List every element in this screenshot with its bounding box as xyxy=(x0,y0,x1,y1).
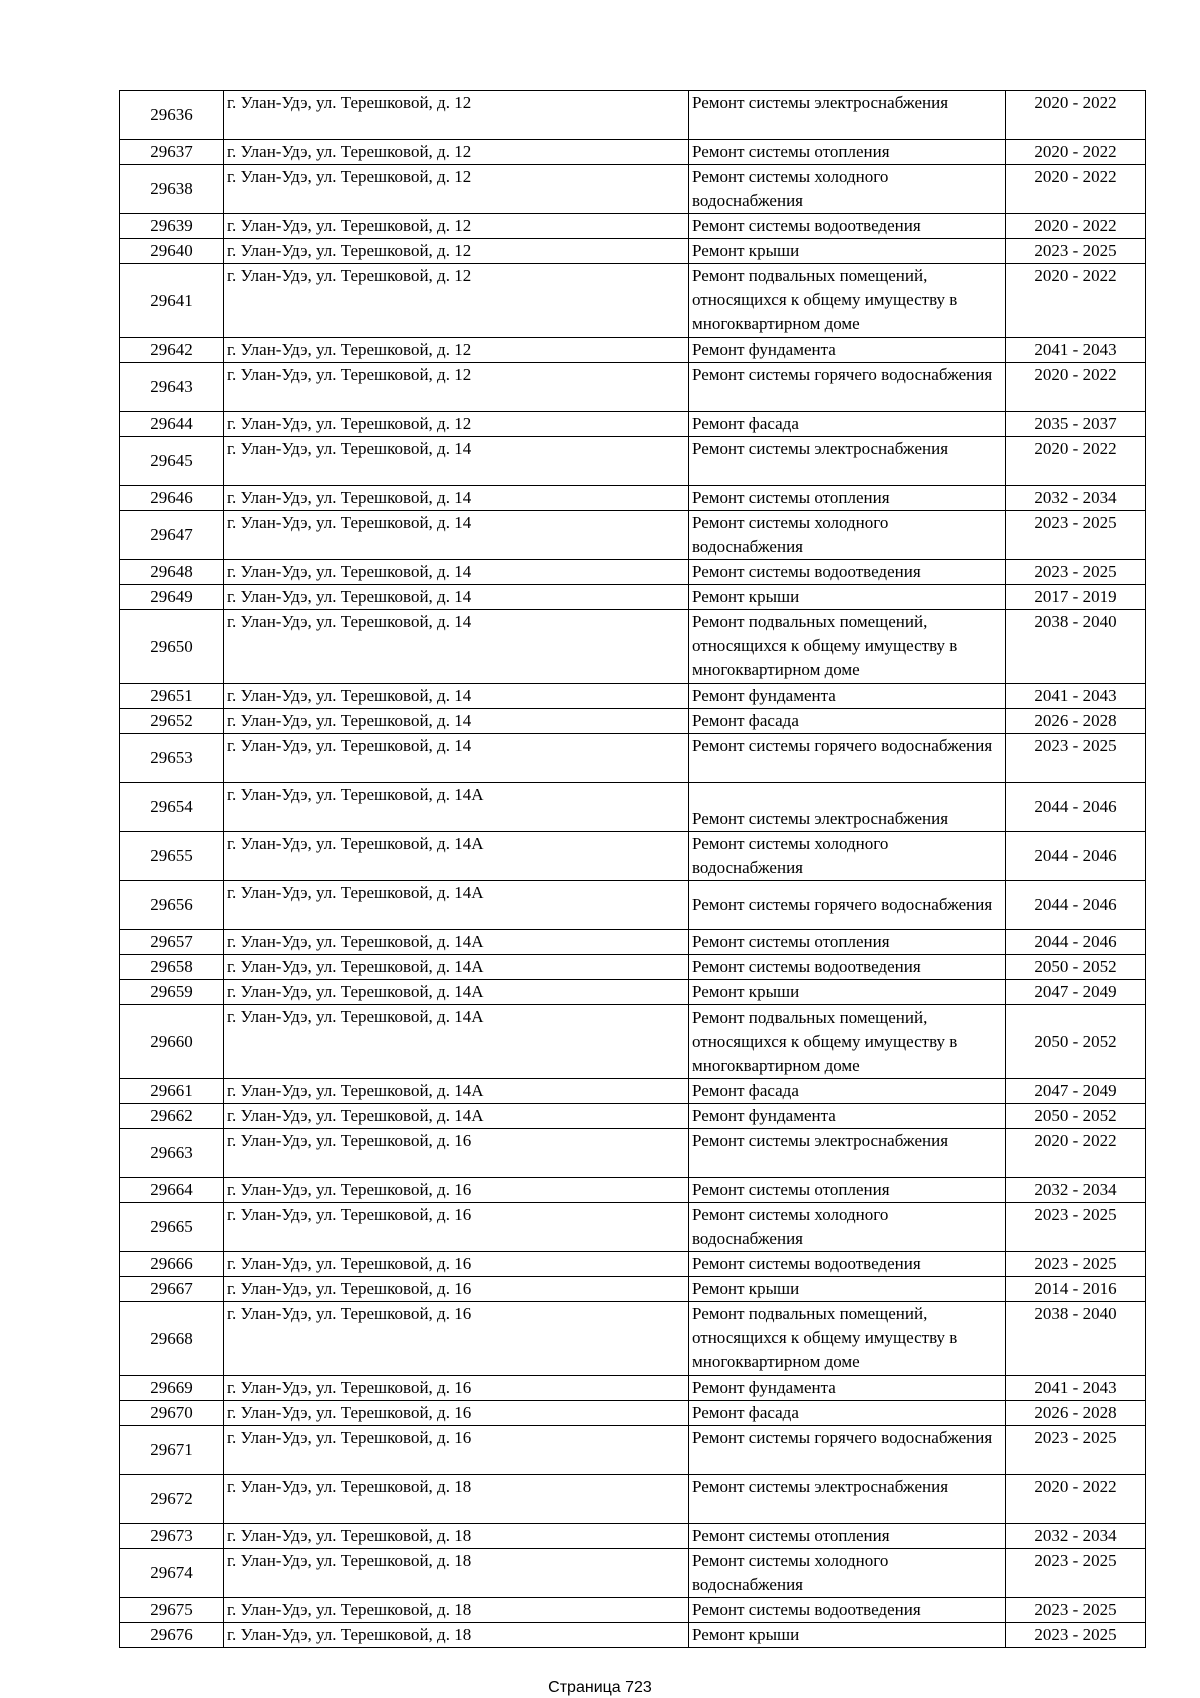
row-number-cell: 29666 xyxy=(120,1252,224,1277)
work-type-cell: Ремонт фундамента xyxy=(689,1104,1006,1129)
work-type-cell: Ремонт системы холодного водоснабжения xyxy=(689,1203,1006,1252)
address-cell: г. Улан-Удэ, ул. Терешковой, д. 14А xyxy=(224,832,689,881)
table-row xyxy=(120,338,1146,363)
period-cell: 2017 - 2019 xyxy=(1006,585,1146,610)
table-row xyxy=(120,1598,1146,1623)
table-row xyxy=(120,930,1146,955)
row-number-cell: 29636 xyxy=(120,91,224,140)
row-number-cell: 29642 xyxy=(120,338,224,363)
period-cell: 2023 - 2025 xyxy=(1006,560,1146,585)
table-row xyxy=(120,709,1146,734)
row-number-cell: 29665 xyxy=(120,1203,224,1252)
address-cell: г. Улан-Удэ, ул. Терешковой, д. 14А xyxy=(224,955,689,980)
address-cell: г. Улан-Удэ, ул. Терешковой, д. 14 xyxy=(224,511,689,560)
period-cell: 2026 - 2028 xyxy=(1006,1401,1146,1426)
row-number-cell: 29673 xyxy=(120,1524,224,1549)
work-type-cell: Ремонт системы отопления xyxy=(689,486,1006,511)
address-cell: г. Улан-Удэ, ул. Терешковой, д. 12 xyxy=(224,363,689,412)
period-cell: 2050 - 2052 xyxy=(1006,955,1146,980)
table-row xyxy=(120,1178,1146,1203)
period-cell: 2020 - 2022 xyxy=(1006,91,1146,140)
period-cell: 2023 - 2025 xyxy=(1006,734,1146,783)
work-type-cell: Ремонт системы водоотведения xyxy=(689,1598,1006,1623)
table-row xyxy=(120,585,1146,610)
row-number-cell: 29654 xyxy=(120,783,224,832)
address-cell: г. Улан-Удэ, ул. Терешковой, д. 14 xyxy=(224,585,689,610)
work-type-cell: Ремонт системы холодного водоснабжения xyxy=(689,165,1006,214)
period-cell: 2041 - 2043 xyxy=(1006,684,1146,709)
row-number-cell: 29651 xyxy=(120,684,224,709)
table-row xyxy=(120,486,1146,511)
period-cell: 2044 - 2046 xyxy=(1006,783,1146,832)
work-type-cell: Ремонт системы водоотведения xyxy=(689,1252,1006,1277)
period-cell: 2023 - 2025 xyxy=(1006,1426,1146,1475)
address-cell: г. Улан-Удэ, ул. Терешковой, д. 14А xyxy=(224,881,689,930)
row-number-cell: 29671 xyxy=(120,1426,224,1475)
address-cell: г. Улан-Удэ, ул. Терешковой, д. 14 xyxy=(224,437,689,486)
work-type-cell: Ремонт системы отопления xyxy=(689,140,1006,165)
address-cell: г. Улан-Удэ, ул. Терешковой, д. 14 xyxy=(224,709,689,734)
work-type-cell: Ремонт крыши xyxy=(689,239,1006,264)
address-cell: г. Улан-Удэ, ул. Терешковой, д. 12 xyxy=(224,264,689,338)
address-cell: г. Улан-Удэ, ул. Терешковой, д. 12 xyxy=(224,214,689,239)
address-cell: г. Улан-Удэ, ул. Терешковой, д. 14 xyxy=(224,486,689,511)
period-cell: 2038 - 2040 xyxy=(1006,1302,1146,1376)
row-number-cell: 29638 xyxy=(120,165,224,214)
row-number-cell: 29657 xyxy=(120,930,224,955)
address-cell: г. Улан-Удэ, ул. Терешковой, д. 14А xyxy=(224,783,689,832)
row-number-cell: 29649 xyxy=(120,585,224,610)
row-number-cell: 29670 xyxy=(120,1401,224,1426)
work-type-cell: Ремонт фасада xyxy=(689,1079,1006,1104)
period-cell: 2023 - 2025 xyxy=(1006,239,1146,264)
period-cell: 2038 - 2040 xyxy=(1006,610,1146,684)
work-type-cell: Ремонт системы электроснабжения xyxy=(689,437,1006,486)
work-type-cell: Ремонт крыши xyxy=(689,1277,1006,1302)
period-cell: 2032 - 2034 xyxy=(1006,1178,1146,1203)
period-cell: 2014 - 2016 xyxy=(1006,1277,1146,1302)
address-cell: г. Улан-Удэ, ул. Терешковой, д. 14А xyxy=(224,930,689,955)
work-type-cell: Ремонт системы электроснабжения xyxy=(689,783,1006,832)
row-number-cell: 29655 xyxy=(120,832,224,881)
address-cell: г. Улан-Удэ, ул. Терешковой, д. 12 xyxy=(224,140,689,165)
period-cell: 2023 - 2025 xyxy=(1006,1203,1146,1252)
period-cell: 2047 - 2049 xyxy=(1006,980,1146,1005)
work-type-cell: Ремонт фасада xyxy=(689,1401,1006,1426)
row-number-cell: 29663 xyxy=(120,1129,224,1178)
address-cell: г. Улан-Удэ, ул. Терешковой, д. 18 xyxy=(224,1623,689,1648)
period-cell: 2023 - 2025 xyxy=(1006,1549,1146,1598)
period-cell: 2044 - 2046 xyxy=(1006,930,1146,955)
work-type-cell: Ремонт подвальных помещений, относящихся к общему имуществу в многоквартирном доме xyxy=(689,1302,1006,1376)
address-cell: г. Улан-Удэ, ул. Терешковой, д. 16 xyxy=(224,1129,689,1178)
address-cell: г. Улан-Удэ, ул. Терешковой, д. 12 xyxy=(224,338,689,363)
table-row xyxy=(120,1079,1146,1104)
period-cell: 2044 - 2046 xyxy=(1006,881,1146,930)
table-row xyxy=(120,91,1146,140)
table-row xyxy=(120,214,1146,239)
row-number-cell: 29658 xyxy=(120,955,224,980)
address-cell: г. Улан-Удэ, ул. Терешковой, д. 12 xyxy=(224,412,689,437)
row-number-cell: 29662 xyxy=(120,1104,224,1129)
address-cell: г. Улан-Удэ, ул. Терешковой, д. 14А xyxy=(224,980,689,1005)
row-number-cell: 29667 xyxy=(120,1277,224,1302)
work-type-cell: Ремонт системы холодного водоснабжения xyxy=(689,1549,1006,1598)
row-number-cell: 29672 xyxy=(120,1475,224,1524)
period-cell: 2020 - 2022 xyxy=(1006,1475,1146,1524)
address-cell: г. Улан-Удэ, ул. Терешковой, д. 16 xyxy=(224,1252,689,1277)
row-number-cell: 29668 xyxy=(120,1302,224,1376)
period-cell: 2020 - 2022 xyxy=(1006,165,1146,214)
address-cell: г. Улан-Удэ, ул. Терешковой, д. 14А xyxy=(224,1104,689,1129)
address-cell: г. Улан-Удэ, ул. Терешковой, д. 12 xyxy=(224,165,689,214)
address-cell: г. Улан-Удэ, ул. Терешковой, д. 14А xyxy=(224,1005,689,1079)
table-row xyxy=(120,1277,1146,1302)
table-row xyxy=(120,1623,1146,1648)
table-row xyxy=(120,140,1146,165)
period-cell: 2023 - 2025 xyxy=(1006,1623,1146,1648)
table-row xyxy=(120,1475,1146,1524)
work-type-cell: Ремонт крыши xyxy=(689,585,1006,610)
address-cell: г. Улан-Удэ, ул. Терешковой, д. 14 xyxy=(224,560,689,585)
work-type-cell: Ремонт системы горячего водоснабжения xyxy=(689,734,1006,783)
table-row xyxy=(120,1549,1146,1598)
address-cell: г. Улан-Удэ, ул. Терешковой, д. 14 xyxy=(224,684,689,709)
table-row xyxy=(120,1129,1146,1178)
period-cell: 2050 - 2052 xyxy=(1006,1104,1146,1129)
work-type-cell: Ремонт системы водоотведения xyxy=(689,560,1006,585)
work-type-cell: Ремонт крыши xyxy=(689,980,1006,1005)
period-cell: 2023 - 2025 xyxy=(1006,1252,1146,1277)
work-type-cell: Ремонт фасада xyxy=(689,709,1006,734)
table-row xyxy=(120,684,1146,709)
row-number-cell: 29652 xyxy=(120,709,224,734)
table-row xyxy=(120,955,1146,980)
work-type-cell: Ремонт системы холодного водоснабжения xyxy=(689,832,1006,881)
table-row xyxy=(120,560,1146,585)
row-number-cell: 29644 xyxy=(120,412,224,437)
address-cell: г. Улан-Удэ, ул. Терешковой, д. 16 xyxy=(224,1203,689,1252)
row-number-cell: 29650 xyxy=(120,610,224,684)
row-number-cell: 29674 xyxy=(120,1549,224,1598)
row-number-cell: 29664 xyxy=(120,1178,224,1203)
work-type-cell: Ремонт системы электроснабжения xyxy=(689,91,1006,140)
row-number-cell: 29637 xyxy=(120,140,224,165)
table-row xyxy=(120,832,1146,881)
period-cell: 2023 - 2025 xyxy=(1006,511,1146,560)
work-type-cell: Ремонт системы водоотведения xyxy=(689,955,1006,980)
address-cell: г. Улан-Удэ, ул. Терешковой, д. 16 xyxy=(224,1376,689,1401)
period-cell: 2020 - 2022 xyxy=(1006,264,1146,338)
work-type-cell: Ремонт подвальных помещений, относящихся к общему имуществу в многоквартирном доме xyxy=(689,1005,1006,1079)
address-cell: г. Улан-Удэ, ул. Терешковой, д. 16 xyxy=(224,1277,689,1302)
address-cell: г. Улан-Удэ, ул. Терешковой, д. 12 xyxy=(224,239,689,264)
table-row xyxy=(120,1376,1146,1401)
period-cell: 2020 - 2022 xyxy=(1006,140,1146,165)
table-row xyxy=(120,610,1146,684)
period-cell: 2020 - 2022 xyxy=(1006,363,1146,412)
table-row xyxy=(120,1426,1146,1475)
work-type-cell: Ремонт фундамента xyxy=(689,1376,1006,1401)
row-number-cell: 29669 xyxy=(120,1376,224,1401)
row-number-cell: 29641 xyxy=(120,264,224,338)
period-cell: 2026 - 2028 xyxy=(1006,709,1146,734)
address-cell: г. Улан-Удэ, ул. Терешковой, д. 12 xyxy=(224,91,689,140)
capital-repair-table xyxy=(119,90,1146,1648)
row-number-cell: 29661 xyxy=(120,1079,224,1104)
address-cell: г. Улан-Удэ, ул. Терешковой, д. 16 xyxy=(224,1401,689,1426)
address-cell: г. Улан-Удэ, ул. Терешковой, д. 14 xyxy=(224,734,689,783)
period-cell: 2032 - 2034 xyxy=(1006,486,1146,511)
address-cell: г. Улан-Удэ, ул. Терешковой, д. 18 xyxy=(224,1598,689,1623)
table-row xyxy=(120,1252,1146,1277)
row-number-cell: 29639 xyxy=(120,214,224,239)
work-type-cell: Ремонт фасада xyxy=(689,412,1006,437)
period-cell: 2023 - 2025 xyxy=(1006,1598,1146,1623)
work-type-cell: Ремонт системы электроснабжения xyxy=(689,1475,1006,1524)
table-row xyxy=(120,412,1146,437)
table-row xyxy=(120,734,1146,783)
row-number-cell: 29646 xyxy=(120,486,224,511)
table-row xyxy=(120,783,1146,832)
table-row xyxy=(120,437,1146,486)
row-number-cell: 29659 xyxy=(120,980,224,1005)
work-type-cell: Ремонт системы отопления xyxy=(689,1178,1006,1203)
work-type-cell: Ремонт системы горячего водоснабжения xyxy=(689,363,1006,412)
table-body xyxy=(120,91,1146,1648)
address-cell: г. Улан-Удэ, ул. Терешковой, д. 16 xyxy=(224,1178,689,1203)
row-number-cell: 29653 xyxy=(120,734,224,783)
table-row xyxy=(120,1203,1146,1252)
row-number-cell: 29648 xyxy=(120,560,224,585)
period-cell: 2035 - 2037 xyxy=(1006,412,1146,437)
table-row xyxy=(120,511,1146,560)
address-cell: г. Улан-Удэ, ул. Терешковой, д. 16 xyxy=(224,1302,689,1376)
work-type-cell: Ремонт системы горячего водоснабжения xyxy=(689,1426,1006,1475)
work-type-cell: Ремонт крыши xyxy=(689,1623,1006,1648)
work-type-cell: Ремонт системы холодного водоснабжения xyxy=(689,511,1006,560)
works-table-container xyxy=(119,90,1145,1648)
work-type-cell: Ремонт фундамента xyxy=(689,338,1006,363)
work-type-cell: Ремонт системы электроснабжения xyxy=(689,1129,1006,1178)
period-cell: 2020 - 2022 xyxy=(1006,437,1146,486)
address-cell: г. Улан-Удэ, ул. Терешковой, д. 16 xyxy=(224,1426,689,1475)
row-number-cell: 29676 xyxy=(120,1623,224,1648)
row-number-cell: 29675 xyxy=(120,1598,224,1623)
period-cell: 2020 - 2022 xyxy=(1006,1129,1146,1178)
address-cell: г. Улан-Удэ, ул. Терешковой, д. 14 xyxy=(224,610,689,684)
work-type-cell: Ремонт системы отопления xyxy=(689,1524,1006,1549)
work-type-cell: Ремонт системы водоотведения xyxy=(689,214,1006,239)
address-cell: г. Улан-Удэ, ул. Терешковой, д. 18 xyxy=(224,1549,689,1598)
table-row xyxy=(120,881,1146,930)
row-number-cell: 29645 xyxy=(120,437,224,486)
period-cell: 2041 - 2043 xyxy=(1006,1376,1146,1401)
table-row xyxy=(120,165,1146,214)
work-type-cell: Ремонт системы отопления xyxy=(689,930,1006,955)
row-number-cell: 29647 xyxy=(120,511,224,560)
period-cell: 2050 - 2052 xyxy=(1006,1005,1146,1079)
row-number-cell: 29660 xyxy=(120,1005,224,1079)
work-type-cell: Ремонт подвальных помещений, относящихся к общему имуществу в многоквартирном доме xyxy=(689,610,1006,684)
period-cell: 2047 - 2049 xyxy=(1006,1079,1146,1104)
row-number-cell: 29656 xyxy=(120,881,224,930)
table-row xyxy=(120,980,1146,1005)
table-row xyxy=(120,1401,1146,1426)
period-cell: 2032 - 2034 xyxy=(1006,1524,1146,1549)
table-row xyxy=(120,1104,1146,1129)
period-cell: 2020 - 2022 xyxy=(1006,214,1146,239)
address-cell: г. Улан-Удэ, ул. Терешковой, д. 18 xyxy=(224,1524,689,1549)
table-row xyxy=(120,264,1146,338)
row-number-cell: 29643 xyxy=(120,363,224,412)
table-row xyxy=(120,239,1146,264)
work-type-cell: Ремонт системы горячего водоснабжения xyxy=(689,881,1006,930)
table-row xyxy=(120,1524,1146,1549)
period-cell: 2044 - 2046 xyxy=(1006,832,1146,881)
table-row xyxy=(120,1302,1146,1376)
address-cell: г. Улан-Удэ, ул. Терешковой, д. 18 xyxy=(224,1475,689,1524)
address-cell: г. Улан-Удэ, ул. Терешковой, д. 14А xyxy=(224,1079,689,1104)
work-type-cell: Ремонт подвальных помещений, относящихся к общему имуществу в многоквартирном доме xyxy=(689,264,1006,338)
period-cell: 2041 - 2043 xyxy=(1006,338,1146,363)
page-number: Страница 723 xyxy=(548,1679,652,1696)
work-type-cell: Ремонт фундамента xyxy=(689,684,1006,709)
row-number-cell: 29640 xyxy=(120,239,224,264)
table-row xyxy=(120,363,1146,412)
table-row xyxy=(120,1005,1146,1079)
